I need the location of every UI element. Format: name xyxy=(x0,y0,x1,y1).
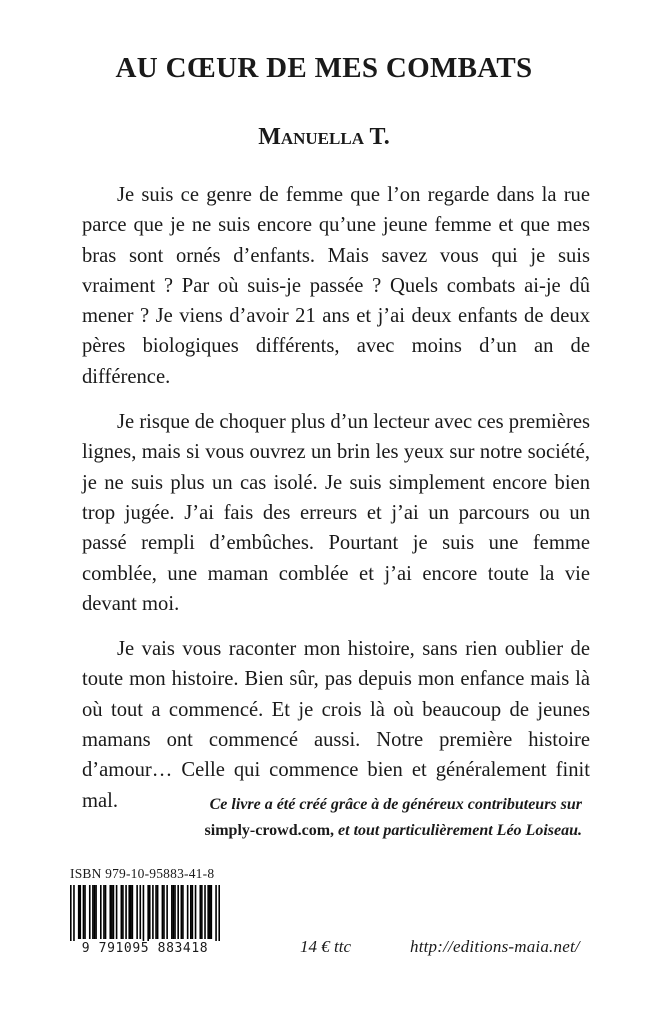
barcode-bar xyxy=(190,885,192,939)
barcode-bar xyxy=(136,885,138,939)
barcode-bars xyxy=(70,885,220,941)
barcode-bar xyxy=(125,885,127,939)
barcode-bar xyxy=(147,885,149,941)
credit-line-2-rest: et tout particulièrement Léo Loiseau. xyxy=(338,822,582,839)
barcode-bar xyxy=(201,885,203,939)
barcode-bar xyxy=(174,885,176,939)
crowdfunding-site: simply-crowd.com, xyxy=(204,822,335,839)
blurb-paragraph-2: Je risque de choquer plus d’un lecteur avec ces premières lignes, mais si vous ouvrez un brin les yeux sur notre société, je ne suis plus un cas isolé. Je suis simplement encore bien trop jugée. J’ai fais des erreurs et j’ai un parcours ou un passé rempli d’embûches. Pourtant je suis une femme comblée, une maman comblée et j’ai encore toute la vie devant moi. xyxy=(82,411,590,615)
barcode-bar xyxy=(199,885,201,939)
barcode-bar xyxy=(122,885,124,939)
barcode-bar xyxy=(89,885,91,939)
barcode-bar xyxy=(116,885,118,939)
barcode-bar xyxy=(128,885,130,939)
barcode-bar xyxy=(113,885,115,939)
barcode-bar xyxy=(152,885,154,939)
barcode-bar xyxy=(78,885,80,939)
barcode-bar xyxy=(79,885,81,939)
barcode-bar xyxy=(195,885,197,939)
barcode-bar xyxy=(204,885,206,939)
blurb-paragraph-1: Je suis ce genre de femme que l’on regarde dans la rue parce que je ne suis encore qu’une jeune femme et que mes bras sont ornés d’enfants. Mais savez vous qui je suis vraiment ? Par où suis-je passée ? Quels combats ai-je dû mener ? Je viens d’avoir 21 ans et j’ai deux enfants de deux pères biologiques différents, avec moins d’un an de différence. xyxy=(82,184,590,388)
barcode-bar xyxy=(149,885,151,939)
barcode-bar xyxy=(103,885,105,939)
barcode-digits: 9 791095 883418 xyxy=(81,941,209,956)
barcode-bar xyxy=(215,885,217,941)
barcode-bar xyxy=(121,885,123,939)
author-name: Manuella T. xyxy=(258,124,390,150)
barcode-bar xyxy=(163,885,165,939)
barcode-bar xyxy=(209,885,211,939)
barcode-bar xyxy=(130,885,132,939)
barcode-bar xyxy=(92,885,94,939)
barcode-bar xyxy=(95,885,97,939)
barcode-bar xyxy=(111,885,113,939)
barcode-bar xyxy=(211,885,213,939)
barcode-bar xyxy=(166,885,168,939)
barcode-bar xyxy=(157,885,159,939)
barcode-bar xyxy=(70,885,72,941)
barcode-bar xyxy=(143,885,145,941)
barcode-bar xyxy=(132,885,134,939)
barcode-bar xyxy=(218,885,220,941)
barcode-bar xyxy=(84,885,86,939)
barcode-bar xyxy=(105,885,107,939)
barcode-bar xyxy=(181,885,183,939)
price: 14 € ttc xyxy=(300,937,351,956)
barcode-bar xyxy=(109,885,111,939)
contributors-credit xyxy=(90,792,582,844)
book-title: AU CŒUR DE MES COMBATS xyxy=(115,52,533,84)
barcode-bar xyxy=(162,885,164,939)
barcode-bar xyxy=(207,885,209,939)
credit-line-2 xyxy=(90,818,582,844)
isbn-number: ISBN 979-10-95883-41-8 xyxy=(70,866,215,881)
barcode-bar xyxy=(177,885,179,939)
barcode-bar xyxy=(182,885,184,939)
blurb xyxy=(82,180,590,831)
barcode-bar xyxy=(139,885,141,939)
barcode-bar xyxy=(192,885,194,939)
barcode-bar xyxy=(171,885,173,939)
blurb-paragraph-3: Je vais vous raconter mon histoire, sans rien oublier de toute mon histoire. Bien sûr, pas depuis mon enfance mais là où tout a commencé. Et je crois là où beaucoup de jeunes mamans ont commencé aussi. Notre première histoire d’amour… Celle qui commence bien et généralement finit mal. xyxy=(82,638,590,812)
barcode-bar xyxy=(155,885,157,939)
barcode-bar xyxy=(187,885,189,939)
barcode-bar xyxy=(83,885,85,939)
isbn-barcode xyxy=(70,885,220,969)
publisher-website: http://editions-maia.net/ xyxy=(410,937,580,956)
barcode-bar xyxy=(94,885,96,939)
barcode-bar xyxy=(73,885,75,941)
credit-line-1: Ce livre a été créé grâce à de généreux contributeurs sur xyxy=(209,796,582,813)
barcode-bar xyxy=(173,885,175,939)
barcode-bar xyxy=(100,885,102,939)
